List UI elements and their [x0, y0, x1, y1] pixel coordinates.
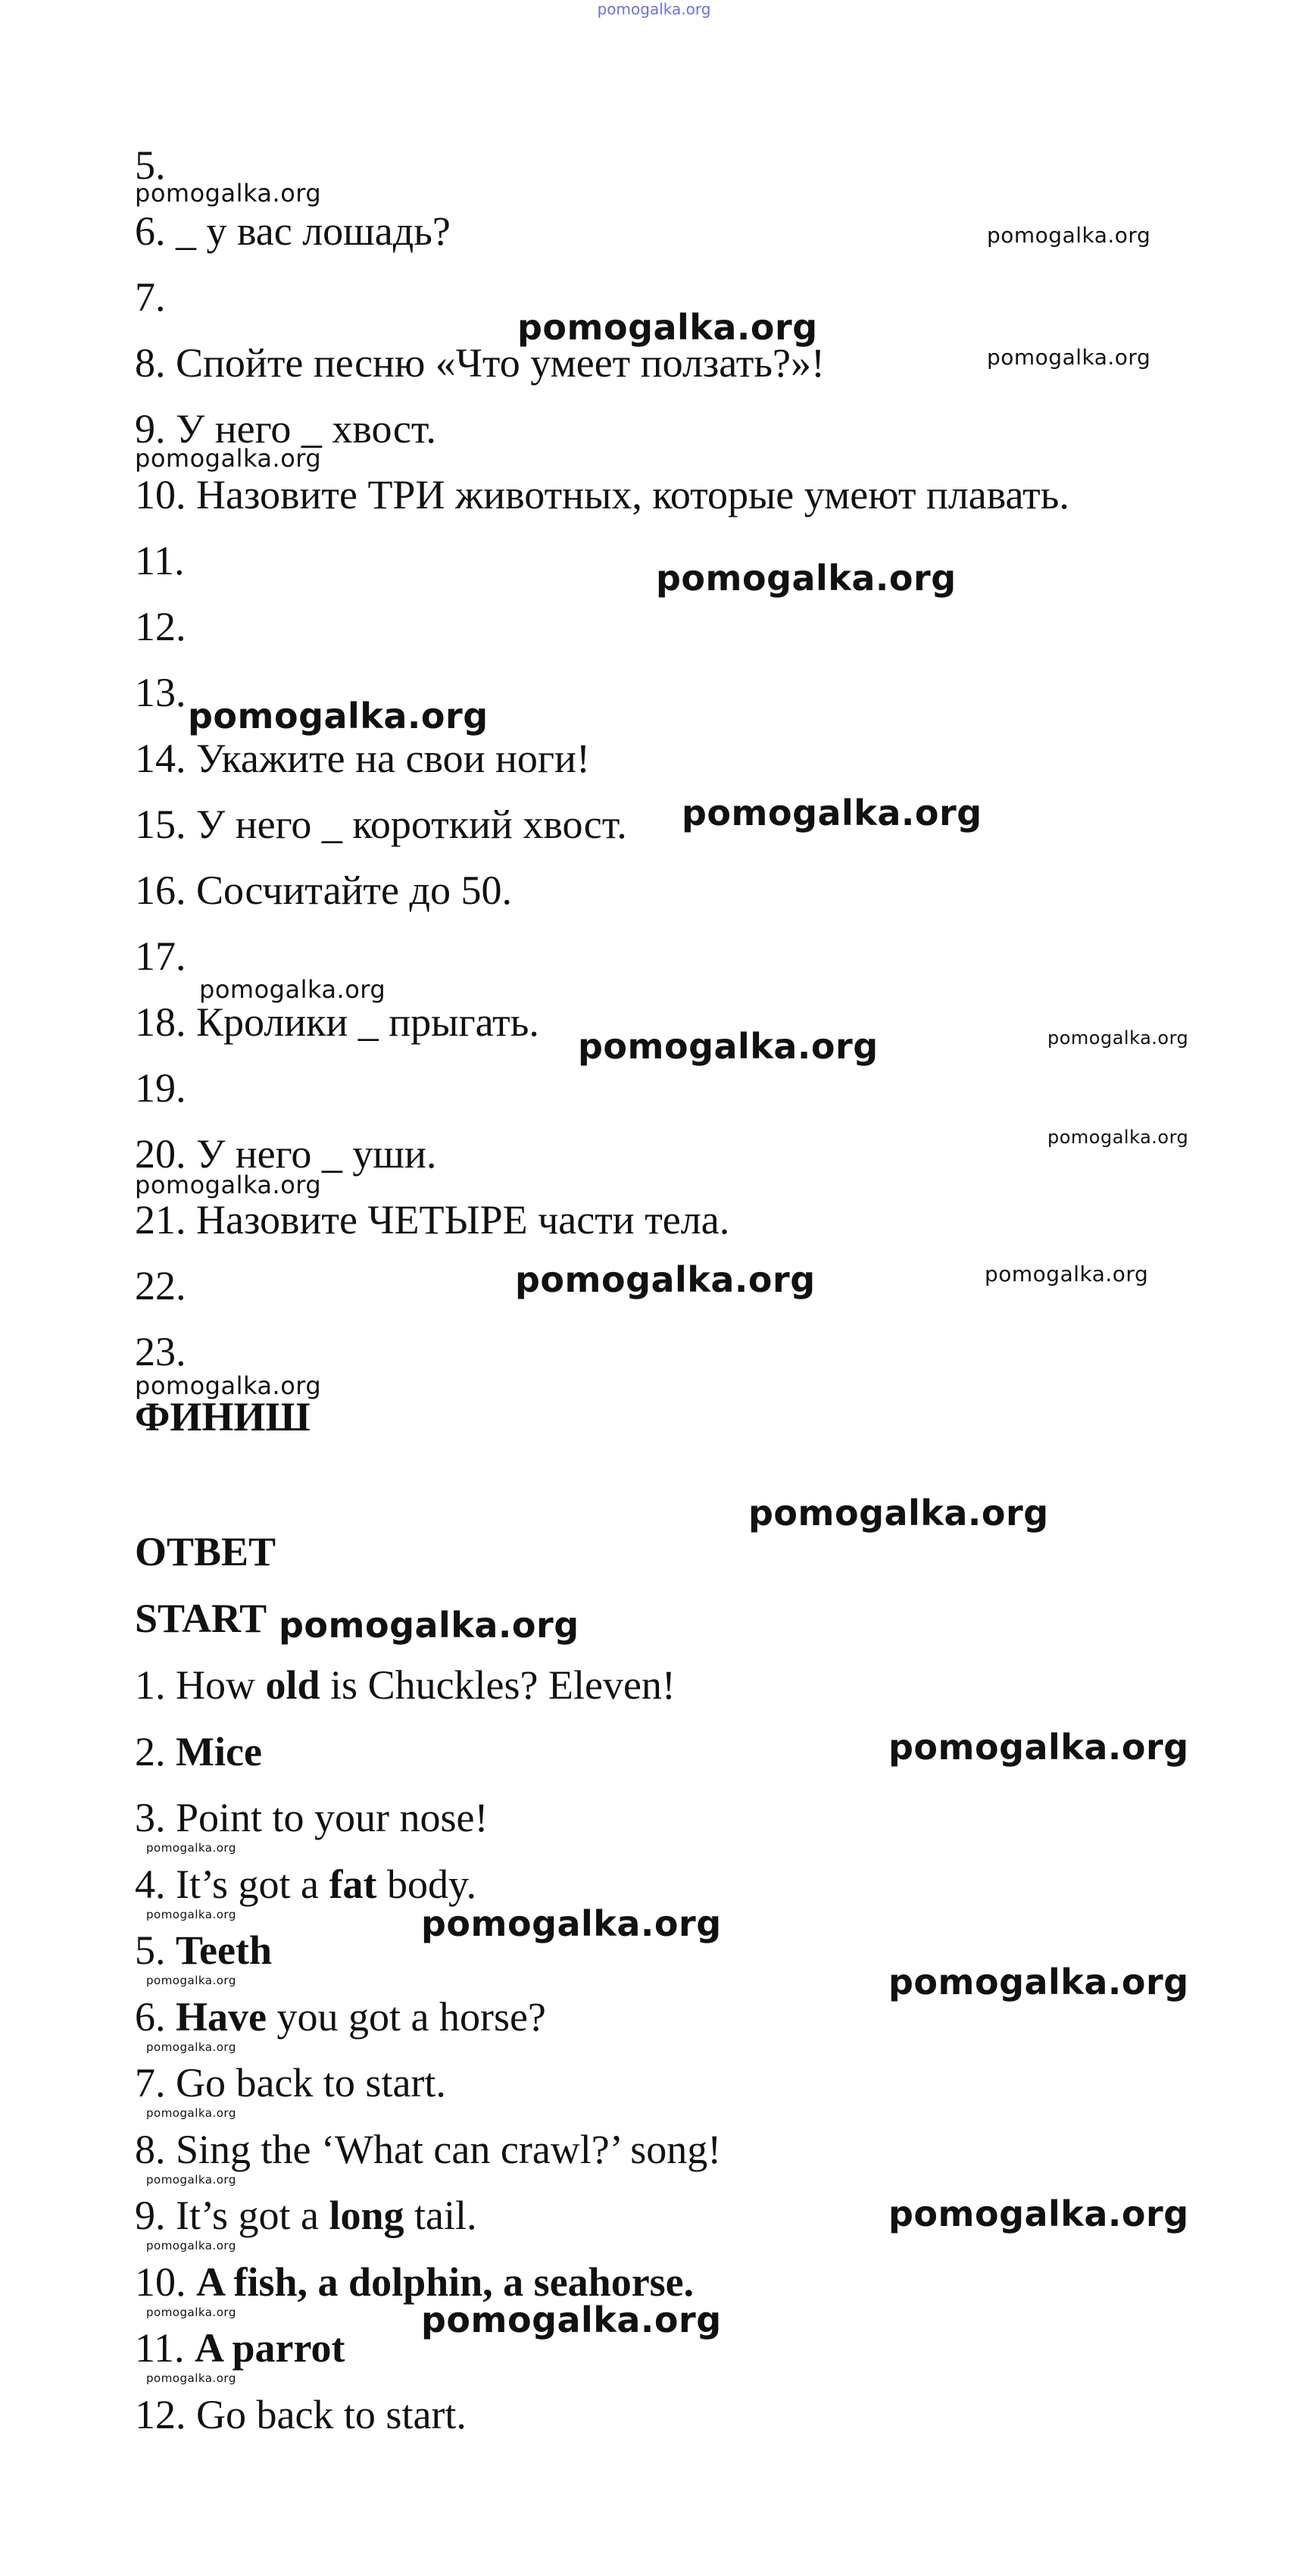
- watermark: pomogalka.org: [279, 1605, 579, 1646]
- watermark: pomogalka.org: [146, 1974, 236, 1987]
- russian-item: 12.: [135, 604, 186, 649]
- watermark: pomogalka.org: [515, 1259, 816, 1300]
- russian-item: 10. Назовите ТРИ животных, которые умеют плавать.: [135, 472, 1069, 517]
- watermark: pomogalka.org: [146, 2371, 236, 2385]
- answer-item: 2. Mice: [135, 1729, 262, 1774]
- watermark: pomogalka.org: [135, 1371, 322, 1400]
- watermark: pomogalka.org: [146, 1841, 236, 1855]
- answer-item: 7. Go back to start.: [135, 2060, 446, 2106]
- watermark: pomogalka.org: [146, 2173, 236, 2187]
- answer-item: 1. How old is Chuckles? Eleven!: [135, 1662, 676, 1708]
- watermark: pomogalka.org: [146, 2239, 236, 2252]
- russian-item: 14. Укажите на свои ноги!: [135, 736, 590, 781]
- start-label: START: [135, 1596, 267, 1641]
- answer-item: 5. Teeth: [135, 1927, 273, 1973]
- russian-item: 8. Спойте песню «Что умеет ползать?»!: [135, 340, 825, 386]
- watermark: pomogalka.org: [135, 179, 322, 208]
- russian-item: 7.: [135, 274, 166, 320]
- watermark: pomogalka.org: [748, 1493, 1049, 1533]
- watermark: pomogalka.org: [146, 2306, 236, 2319]
- russian-item: 5.: [135, 142, 166, 188]
- russian-item: 21. Назовите ЧЕТЫРЕ части тела.: [135, 1197, 730, 1243]
- watermark: pomogalka.org: [517, 307, 818, 348]
- russian-item: 13.: [135, 670, 186, 715]
- watermark: pomogalka.org: [421, 2299, 722, 2340]
- russian-item: 23.: [135, 1329, 186, 1374]
- watermark: pomogalka.org: [135, 1171, 322, 1199]
- watermark: pomogalka.org: [1047, 1127, 1189, 1148]
- watermark: pomogalka.org: [188, 696, 489, 736]
- watermark: pomogalka.org: [578, 1026, 879, 1067]
- watermark: pomogalka.org: [888, 1727, 1189, 1768]
- watermark: pomogalka.org: [987, 345, 1151, 370]
- answer-item: 6. Have you got a horse?: [135, 1994, 546, 2040]
- answer-item: 3. Point to your nose!: [135, 1795, 489, 1840]
- answer-item: 11. A parrot: [135, 2325, 345, 2371]
- watermark: pomogalka.org: [656, 558, 957, 599]
- watermark: pomogalka.org: [199, 975, 386, 1004]
- watermark: pomogalka.org: [888, 2193, 1189, 2234]
- russian-item: 19.: [135, 1065, 186, 1111]
- russian-item: 9. У него _ хвост.: [135, 406, 436, 452]
- russian-item: 18. Кролики _ прыгать.: [135, 999, 539, 1045]
- watermark: pomogalka.org: [682, 792, 982, 833]
- russian-item: 16. Сосчитайте до 50.: [135, 868, 512, 913]
- watermark: pomogalka.org: [135, 444, 322, 473]
- answer-item: 8. Sing the ‘What can crawl?’ song!: [135, 2127, 722, 2172]
- watermark: pomogalka.org: [146, 2040, 236, 2054]
- russian-item: 6. _ у вас лошадь?: [135, 208, 451, 254]
- top-site-link[interactable]: pomogalka.org: [597, 0, 711, 18]
- answer-item: 4. It’s got a fat body.: [135, 1862, 476, 1907]
- finish-label: ФИНИШ: [135, 1394, 311, 1440]
- answer-item: 9. It’s got a long tail.: [135, 2193, 477, 2238]
- russian-item: 17.: [135, 933, 186, 979]
- answer-item: 12. Go back to start.: [135, 2392, 467, 2437]
- watermark: pomogalka.org: [146, 2106, 236, 2120]
- answer-item: 10. A fish, a dolphin, a seahorse.: [135, 2259, 695, 2305]
- watermark: pomogalka.org: [1047, 1027, 1189, 1049]
- answer-heading: ОТВЕТ: [135, 1529, 276, 1574]
- russian-item: 11.: [135, 538, 185, 583]
- watermark: pomogalka.org: [985, 1261, 1149, 1286]
- watermark: pomogalka.org: [888, 1962, 1189, 2002]
- russian-item: 20. У него _ уши.: [135, 1131, 437, 1177]
- watermark: pomogalka.org: [146, 1908, 236, 1921]
- watermark: pomogalka.org: [987, 223, 1151, 248]
- russian-item: 22.: [135, 1263, 186, 1308]
- watermark: pomogalka.org: [421, 1903, 722, 1944]
- russian-item: 15. У него _ короткий хвост.: [135, 802, 627, 847]
